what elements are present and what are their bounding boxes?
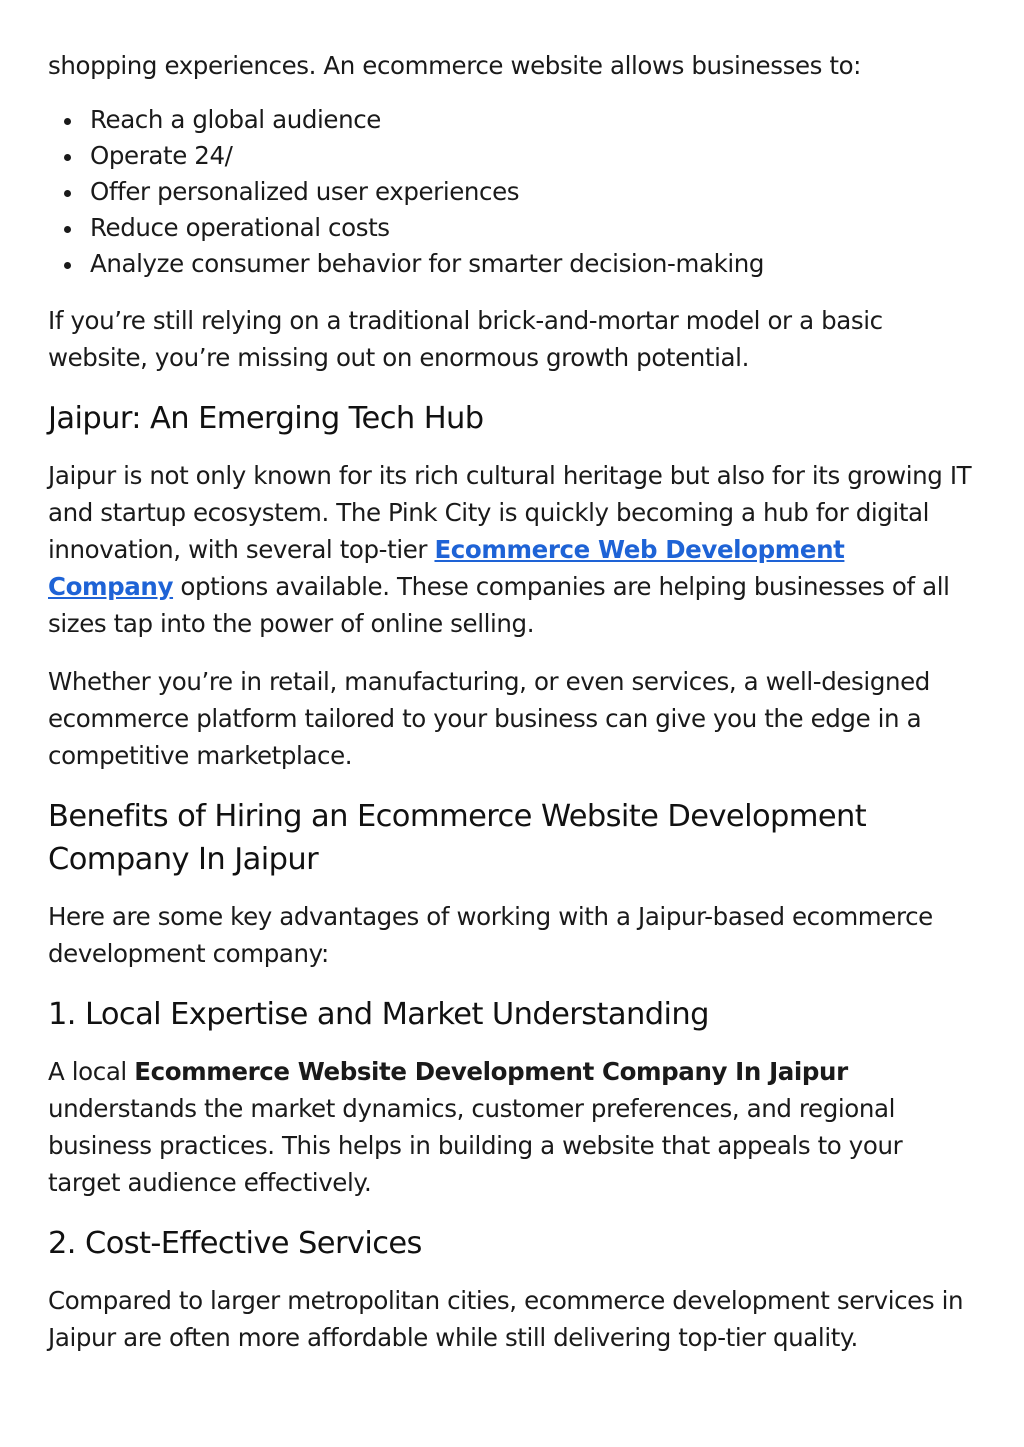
intro-closing-paragraph: If you’re still relying on a traditional brick-and-mortar model or a basic website, you’re missing out on enormous growth potential. xyxy=(48,306,883,372)
benefit-1-paragraph xyxy=(48,1053,972,1201)
benefit-1-bold-text: Ecommerce Website Development Company In Jaipur xyxy=(134,1057,848,1086)
benefits-intro-paragraph: Here are some key advantages of working with a Jaipur-based ecommerce development company: xyxy=(48,902,933,968)
jaipur-p1-text-before: Jaipur is not only known for its rich cultural heritage but also for its growing IT and startup ecosystem. The Pink City is quickly becoming a hub for digital innovation, with several top-tier xyxy=(48,461,972,564)
benefit-2-heading: 2. Cost-Effective Services xyxy=(48,1226,422,1261)
intro-lead: shopping experiences. An ecommerce website allows businesses to: xyxy=(48,51,862,80)
list-item: Analyze consumer behavior for smarter decision-making xyxy=(48,246,972,282)
list-item: Reduce operational costs xyxy=(48,210,972,246)
benefits-section-heading: Benefits of Hiring an Ecommerce Website Development Company In Jaipur xyxy=(48,799,867,877)
list-item: Offer personalized user experiences xyxy=(48,174,972,210)
benefit-1-text-before: A local xyxy=(48,1057,135,1086)
benefits-bullet-list xyxy=(48,102,972,282)
benefit-1-text-after: understands the market dynamics, customer preferences, and regional business practices. This helps in building a website that appeals to your target audience effectively. xyxy=(48,1094,903,1197)
list-item: Operate 24/ xyxy=(48,138,972,174)
jaipur-section-heading: Jaipur: An Emerging Tech Hub xyxy=(48,401,484,436)
benefit-1-heading: 1. Local Expertise and Market Understanding xyxy=(48,997,709,1032)
ecommerce-web-development-company-link[interactable]: Ecommerce Web Development Company xyxy=(48,535,845,601)
jaipur-paragraph-2: Whether you’re in retail, manufacturing, or even services, a well-designed ecommerce platform tailored to your business can give you the edge in a competitive marketplace. xyxy=(48,667,930,770)
jaipur-p1-text-after: options available. These companies are helping businesses of all sizes tap into the power of online selling. xyxy=(48,572,950,638)
list-item: Reach a global audience xyxy=(48,102,972,138)
benefit-2-paragraph: Compared to larger metropolitan cities, ecommerce development services in Jaipur are often more affordable while still delivering top-tier quality. xyxy=(48,1286,964,1352)
jaipur-paragraph-1 xyxy=(48,457,972,642)
